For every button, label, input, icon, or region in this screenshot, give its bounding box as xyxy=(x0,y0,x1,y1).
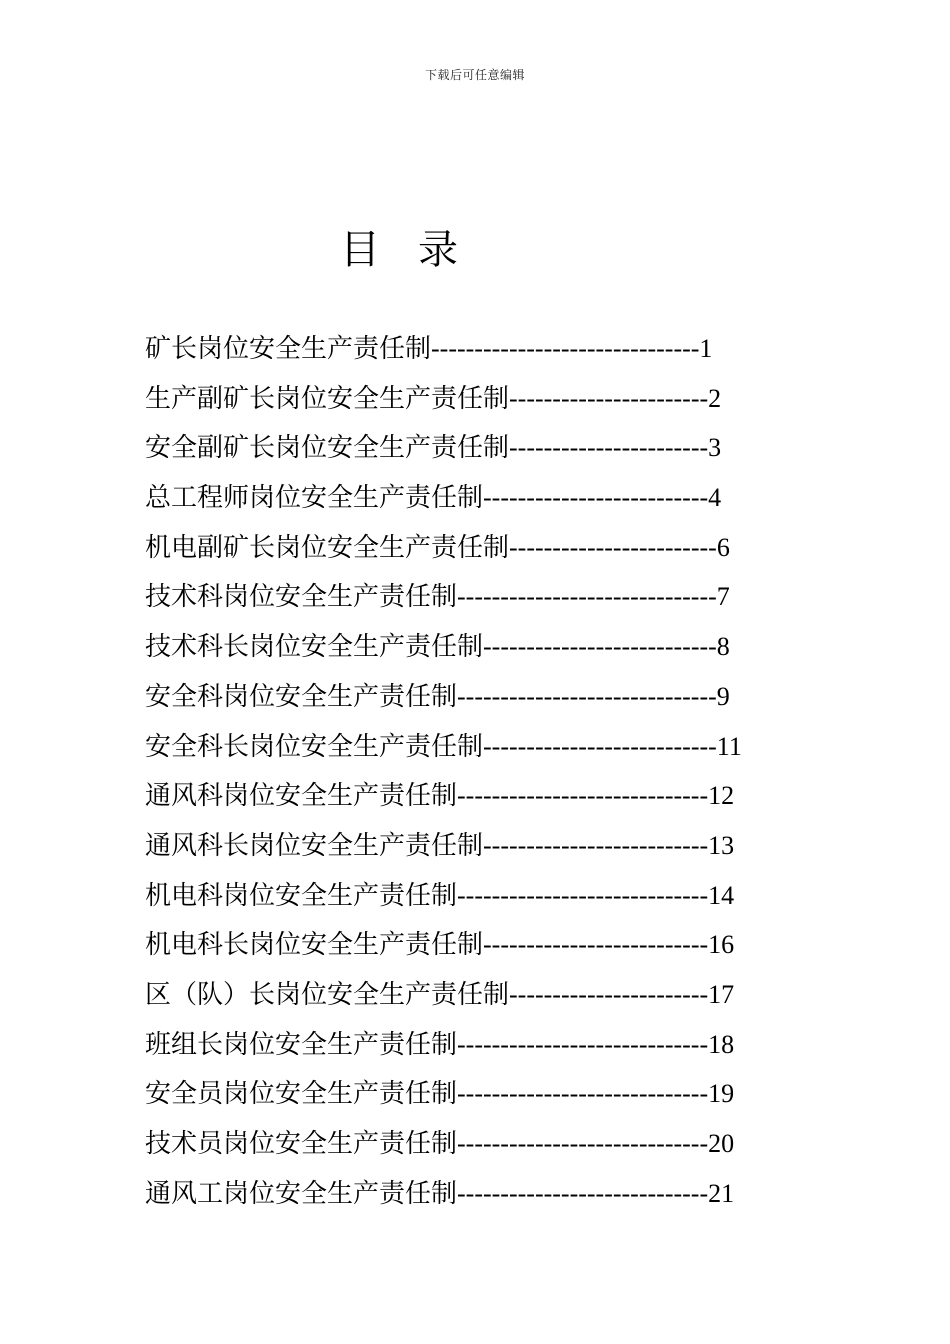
toc-entry[interactable] xyxy=(145,1119,845,1169)
toc-entry-title: 区（队）长岗位安全生产责任制 xyxy=(145,979,510,1010)
toc-leader: -------------------------- xyxy=(483,483,709,513)
toc-entry[interactable] xyxy=(145,771,845,821)
toc-page-number: 14 xyxy=(708,880,735,910)
toc-entry-title: 机电科岗位安全生产责任制 xyxy=(145,880,458,911)
toc-page-number: 17 xyxy=(708,979,735,1009)
toc-entry-title: 安全员岗位安全生产责任制 xyxy=(145,1079,458,1110)
toc-leader: ------------------------------- xyxy=(431,334,700,363)
toc-page-number: 16 xyxy=(708,930,735,960)
toc-page-number: 2 xyxy=(708,383,722,413)
toc-entry-title: 总工程师岗位安全生产责任制 xyxy=(145,483,484,514)
toc-entry[interactable] xyxy=(145,1169,845,1219)
toc-leader: ------------------------------ xyxy=(457,582,717,612)
toc-entry-title: 安全副矿长岗位安全生产责任制 xyxy=(145,433,510,464)
toc-leader: ----------------------- xyxy=(509,979,709,1009)
toc-page-number: 8 xyxy=(716,632,730,662)
title-char-1: 目 xyxy=(340,227,380,273)
toc-page-number: 12 xyxy=(708,781,735,811)
toc-leader: --------------------------- xyxy=(483,632,717,662)
toc-page-number: 3 xyxy=(708,433,722,463)
toc-leader: ----------------------------- xyxy=(457,1178,709,1208)
table-of-contents xyxy=(145,324,845,1218)
toc-entry-title: 机电科长岗位安全生产责任制 xyxy=(145,930,484,961)
toc-entry[interactable] xyxy=(145,871,845,921)
toc-leader: ----------------------- xyxy=(509,433,709,463)
toc-entry-title: 班组长岗位安全生产责任制 xyxy=(145,1029,458,1060)
toc-entry[interactable] xyxy=(145,423,845,473)
toc-page-number: 6 xyxy=(716,532,730,562)
toc-entry[interactable] xyxy=(145,374,845,424)
toc-entry-title: 矿长岗位安全生产责任制 xyxy=(145,334,432,364)
toc-entry-title: 安全科岗位安全生产责任制 xyxy=(145,681,458,712)
toc-page-number: 18 xyxy=(708,1029,735,1059)
title-char-2: 录 xyxy=(418,227,458,273)
toc-entry-title: 通风工岗位安全生产责任制 xyxy=(145,1178,458,1209)
toc-page-number: 19 xyxy=(708,1079,735,1109)
toc-entry-title: 安全科长岗位安全生产责任制 xyxy=(145,731,484,762)
toc-leader: ----------------------- xyxy=(509,383,709,413)
toc-page-number: 9 xyxy=(716,681,730,711)
toc-entry[interactable] xyxy=(145,1020,845,1070)
toc-entry-title: 通风科岗位安全生产责任制 xyxy=(145,781,458,812)
toc-leader: ----------------------------- xyxy=(457,1029,709,1059)
toc-leader: ------------------------------ xyxy=(457,681,717,711)
toc-entry-title: 技术科长岗位安全生产责任制 xyxy=(145,632,484,663)
toc-entry[interactable] xyxy=(145,1069,845,1119)
toc-entry[interactable] xyxy=(145,572,845,622)
toc-page-number: 21 xyxy=(708,1178,735,1208)
toc-leader: -------------------------- xyxy=(483,830,709,860)
toc-leader: -------------------------- xyxy=(483,930,709,960)
page-title xyxy=(340,222,458,278)
toc-entry[interactable] xyxy=(145,523,845,573)
toc-entry-title: 生产副矿长岗位安全生产责任制 xyxy=(145,383,510,414)
toc-page-number: 4 xyxy=(708,483,722,513)
toc-entry[interactable] xyxy=(145,672,845,722)
toc-entry-title: 技术科岗位安全生产责任制 xyxy=(145,582,458,613)
toc-entry-title: 机电副矿长岗位安全生产责任制 xyxy=(145,532,510,563)
page-header: 下载后可任意编辑 xyxy=(424,68,525,82)
toc-page-number: 20 xyxy=(708,1129,735,1158)
toc-entry[interactable] xyxy=(145,324,845,374)
toc-page-number: 13 xyxy=(708,830,735,860)
toc-entry[interactable] xyxy=(145,970,845,1020)
toc-leader: ----------------------------- xyxy=(457,880,709,910)
toc-entry-title: 技术员岗位安全生产责任制 xyxy=(145,1129,458,1159)
toc-entry[interactable] xyxy=(145,722,845,772)
toc-entry[interactable] xyxy=(145,473,845,523)
toc-leader: ----------------------------- xyxy=(457,781,709,811)
toc-leader: ------------------------ xyxy=(509,532,717,562)
toc-page-number: 1 xyxy=(699,334,713,363)
toc-page-number: 11 xyxy=(716,731,742,761)
toc-entry[interactable] xyxy=(145,920,845,970)
toc-entry[interactable] xyxy=(145,821,845,871)
toc-leader: ----------------------------- xyxy=(457,1079,709,1109)
toc-entry[interactable] xyxy=(145,622,845,672)
toc-leader: ----------------------------- xyxy=(457,1129,709,1158)
toc-leader: --------------------------- xyxy=(483,731,717,761)
toc-entry-title: 通风科长岗位安全生产责任制 xyxy=(145,830,484,861)
toc-page-number: 7 xyxy=(716,582,730,612)
